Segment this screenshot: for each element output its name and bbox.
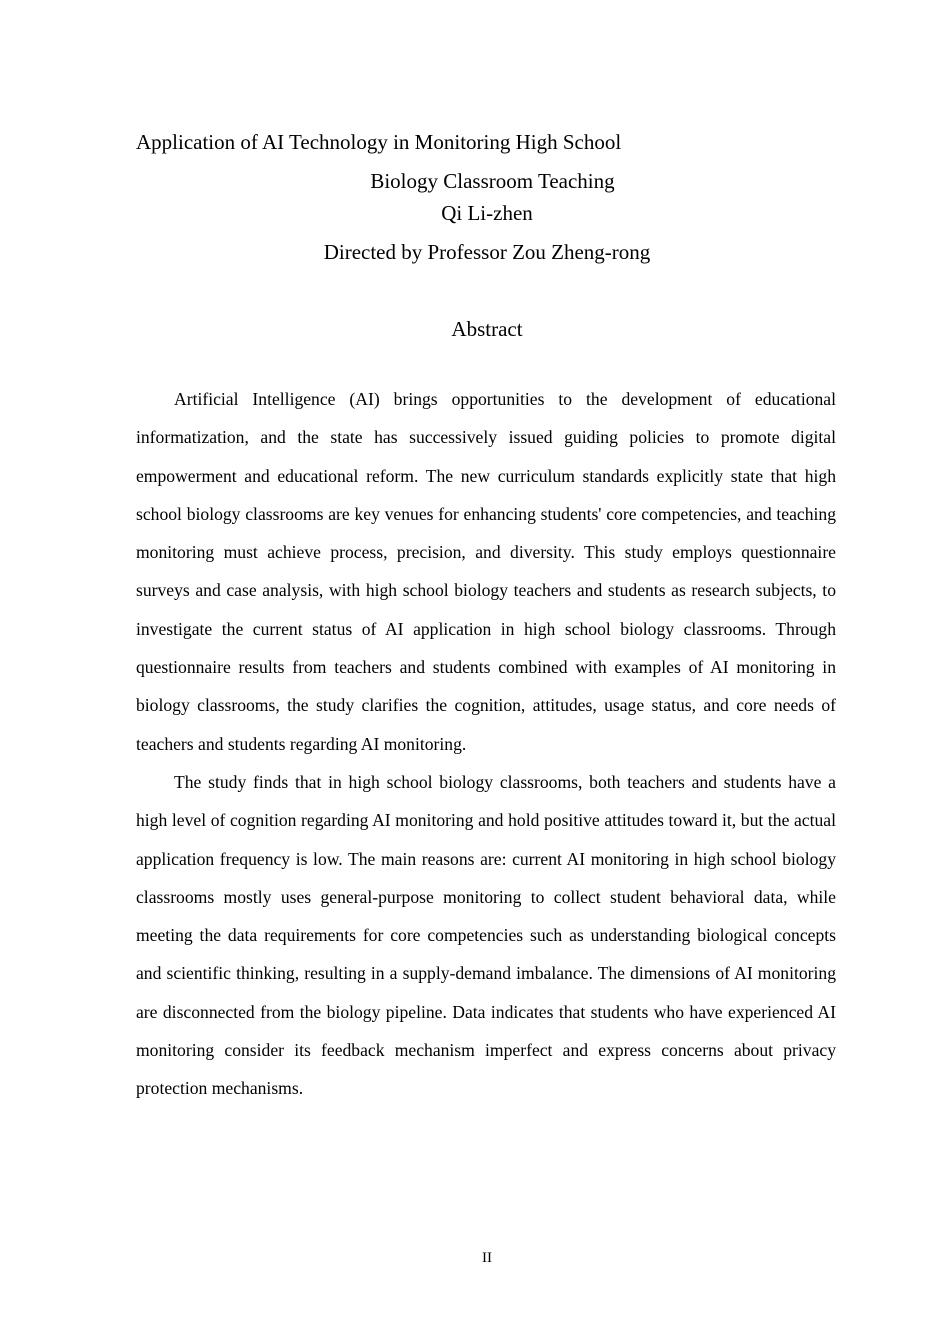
abstract-body [136,380,836,1108]
page-number: II [482,1250,492,1266]
abstract-paragraph-1: Artificial Intelligence (AI) brings opportunities to the development of educational informatization, and the state has successively issued guiding policies to promote digital empowerment and educational reform. The new curriculum standards explicitly state that high school biology classrooms are key venues for enhancing students' core competencies, and teaching monitoring must achieve process, precision, and diversity. This study employs questionnaire surveys and case analysis, with high school biology teachers and students as research subjects, to investigate the current status of AI application in high school biology classrooms. Through questionnaire results from teachers and students combined with examples of AI monitoring in biology classrooms, the study clarifies the cognition, attitudes, usage status, and core needs of teachers and students regarding AI monitoring. [136,389,836,754]
abstract-paragraph-2: The study finds that in high school biology classrooms, both teachers and students have a high level of cognition regarding AI monitoring and hold positive attitudes toward it, but the actual application frequency is low. The main reasons are: current AI monitoring in high school biology classrooms mostly uses general-purpose monitoring to collect student behavioral data, while meeting the data requirements for core competencies such as understanding biological concepts and scientific thinking, resulting in a supply-demand imbalance. The dimensions of AI monitoring are disconnected from the biology pipeline. Data indicates that students who have experienced AI monitoring consider its feedback mechanism imperfect and express concerns about privacy protection mechanisms. [136,771,836,1099]
thesis-title-line-2: Biology Classroom Teaching [370,169,615,193]
author-name: Qi Li-zhen [441,201,533,225]
abstract-heading: Abstract [451,317,523,341]
advisor-line: Directed by Professor Zou Zheng-rong [323,240,651,264]
thesis-title-line-1: Application of AI Technology in Monitoring High School [136,130,622,154]
